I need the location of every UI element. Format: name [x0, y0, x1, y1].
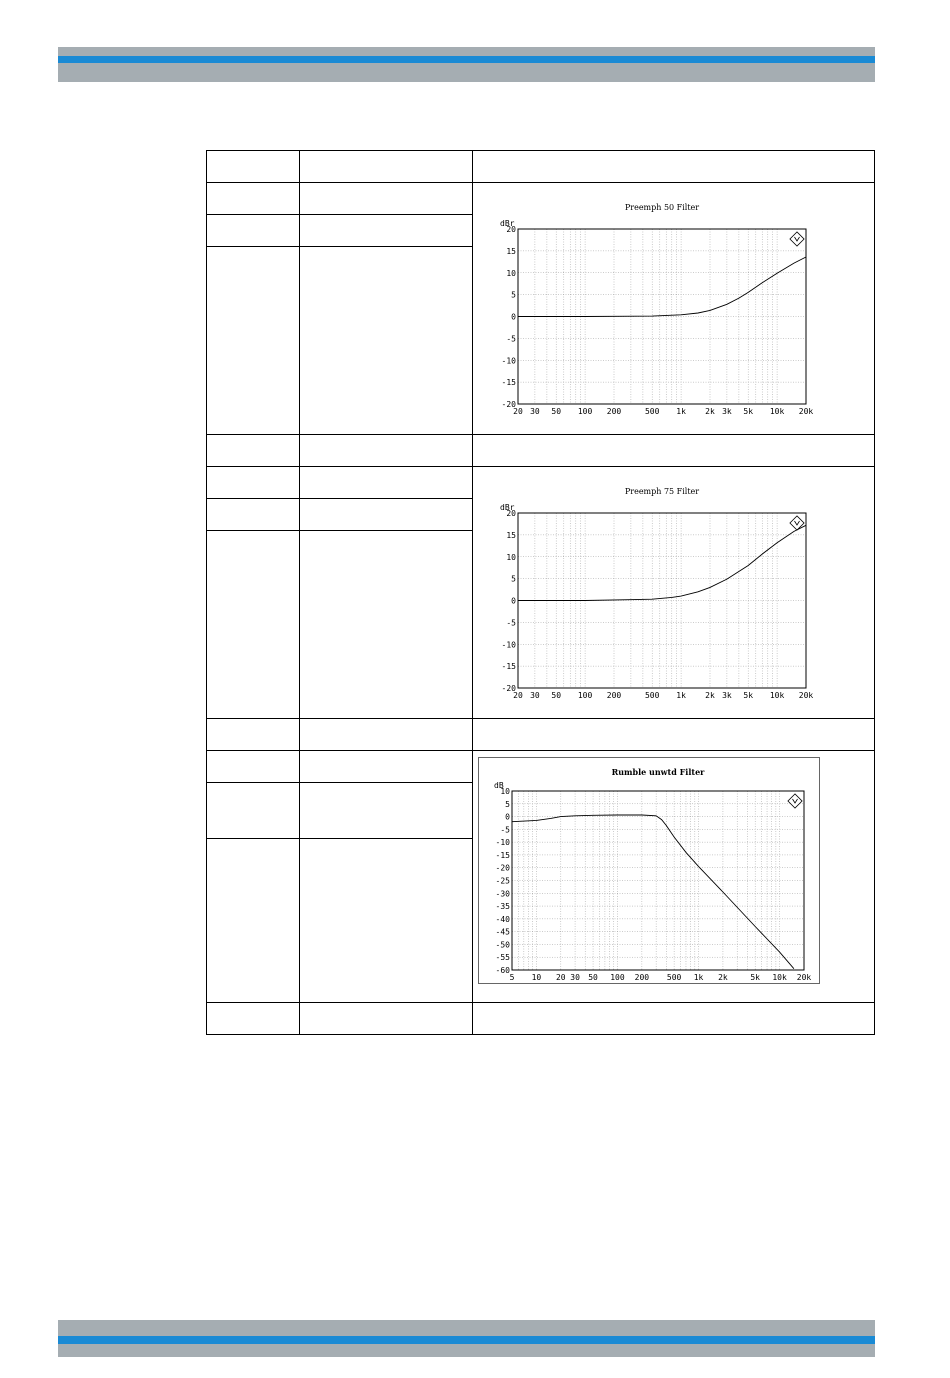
- x-tick-label: 20: [555, 973, 566, 982]
- x-tick-label: 30: [570, 973, 580, 982]
- chart-svg: [476, 478, 846, 708]
- x-tick-label: 500: [644, 691, 660, 700]
- y-tick-label: 0: [511, 312, 516, 322]
- y-tick-label: 15: [506, 246, 516, 256]
- y-tick-label: -25: [495, 876, 510, 886]
- x-tick-label: 100: [577, 407, 593, 416]
- y-tick-label: -10: [501, 640, 516, 650]
- x-tick-label: 20k: [798, 407, 814, 416]
- x-tick-label: 1k: [693, 973, 704, 982]
- x-tick-label: 50: [588, 973, 598, 982]
- header-bar: [58, 47, 875, 82]
- x-tick-label: 20: [513, 691, 523, 700]
- x-tick-label: 2k: [705, 407, 715, 416]
- y-tick-label: -15: [501, 378, 516, 388]
- filter-table: [206, 150, 875, 1035]
- y-tick-label: -5: [506, 618, 516, 628]
- x-tick-label: 100: [610, 973, 625, 982]
- x-tick-label: 5: [509, 973, 515, 982]
- chart-title: Preemph 75 Filter: [624, 487, 700, 496]
- y-tick-label: 15: [506, 530, 516, 540]
- x-tick-label: 10k: [769, 691, 785, 700]
- y-tick-label: -55: [495, 953, 510, 963]
- y-axis-label: dB: [494, 781, 504, 790]
- y-tick-label: -10: [495, 838, 510, 848]
- chart-preemph-50: [476, 194, 846, 424]
- y-tick-label: -35: [495, 902, 510, 912]
- chart-svg: [476, 194, 846, 424]
- y-tick-label: -45: [495, 927, 510, 937]
- chart-rumble-unwtd: [478, 757, 820, 984]
- x-tick-label: 1k: [676, 691, 686, 700]
- y-axis-label: dBr: [500, 503, 515, 512]
- y-tick-label: -20: [501, 400, 516, 409]
- y-tick-label: -5: [500, 825, 510, 835]
- y-tick-label: 0: [511, 596, 516, 606]
- y-tick-label: -20: [495, 863, 510, 873]
- x-tick-label: 100: [577, 691, 593, 700]
- x-tick-label: 20k: [796, 973, 812, 982]
- x-tick-label: 5k: [743, 407, 754, 416]
- x-tick-label: 10: [531, 973, 542, 982]
- x-tick-label: 500: [644, 407, 660, 416]
- y-tick-label: 10: [500, 787, 510, 796]
- series-line: [518, 257, 806, 317]
- x-tick-label: 20: [513, 407, 523, 416]
- series-line: [518, 525, 806, 600]
- y-tick-label: -15: [495, 850, 510, 860]
- x-tick-label: 200: [634, 973, 650, 982]
- y-tick-label: 10: [506, 268, 516, 278]
- chart-svg: [478, 757, 820, 984]
- y-tick-label: -20: [501, 684, 516, 693]
- x-tick-label: 3k: [722, 691, 732, 700]
- chart-preemph-75: [476, 478, 846, 708]
- x-tick-label: 5k: [750, 973, 761, 982]
- x-tick-label: 30: [530, 407, 540, 416]
- footer-bar: [58, 1320, 875, 1357]
- x-tick-label: 200: [606, 407, 622, 416]
- x-tick-label: 30: [530, 691, 540, 700]
- chart-title: Preemph 50 Filter: [624, 203, 700, 212]
- y-axis-label: dBr: [500, 219, 515, 228]
- x-tick-label: 5k: [743, 691, 754, 700]
- x-tick-label: 3k: [722, 407, 732, 416]
- y-tick-label: -30: [495, 889, 510, 899]
- y-tick-label: -50: [495, 940, 510, 950]
- x-tick-label: 50: [551, 407, 562, 416]
- x-tick-label: 10k: [772, 973, 787, 982]
- x-tick-label: 2k: [705, 691, 715, 700]
- x-tick-label: 1k: [676, 407, 686, 416]
- y-tick-label: 5: [511, 574, 516, 584]
- chart-title: Rumble unwtd Filter: [611, 767, 705, 777]
- x-tick-label: 200: [606, 691, 622, 700]
- y-tick-label: -10: [501, 356, 516, 366]
- x-tick-label: 500: [666, 973, 682, 982]
- y-tick-label: -40: [495, 914, 510, 924]
- x-tick-label: 20k: [798, 691, 814, 700]
- y-tick-label: 0: [505, 812, 510, 822]
- x-tick-label: 10k: [769, 407, 785, 416]
- y-tick-label: 20: [506, 509, 516, 518]
- rohde-schwarz-logo-icon: [790, 232, 804, 246]
- y-tick-label: -60: [495, 966, 510, 975]
- y-tick-label: -15: [501, 662, 516, 672]
- x-tick-label: 2k: [718, 973, 728, 982]
- rohde-schwarz-logo-icon: [790, 516, 804, 530]
- y-tick-label: 5: [505, 799, 510, 809]
- y-tick-label: -5: [506, 334, 516, 344]
- y-tick-label: 20: [506, 225, 516, 234]
- y-tick-label: 10: [506, 552, 516, 562]
- y-tick-label: 5: [511, 290, 516, 300]
- x-tick-label: 50: [551, 691, 562, 700]
